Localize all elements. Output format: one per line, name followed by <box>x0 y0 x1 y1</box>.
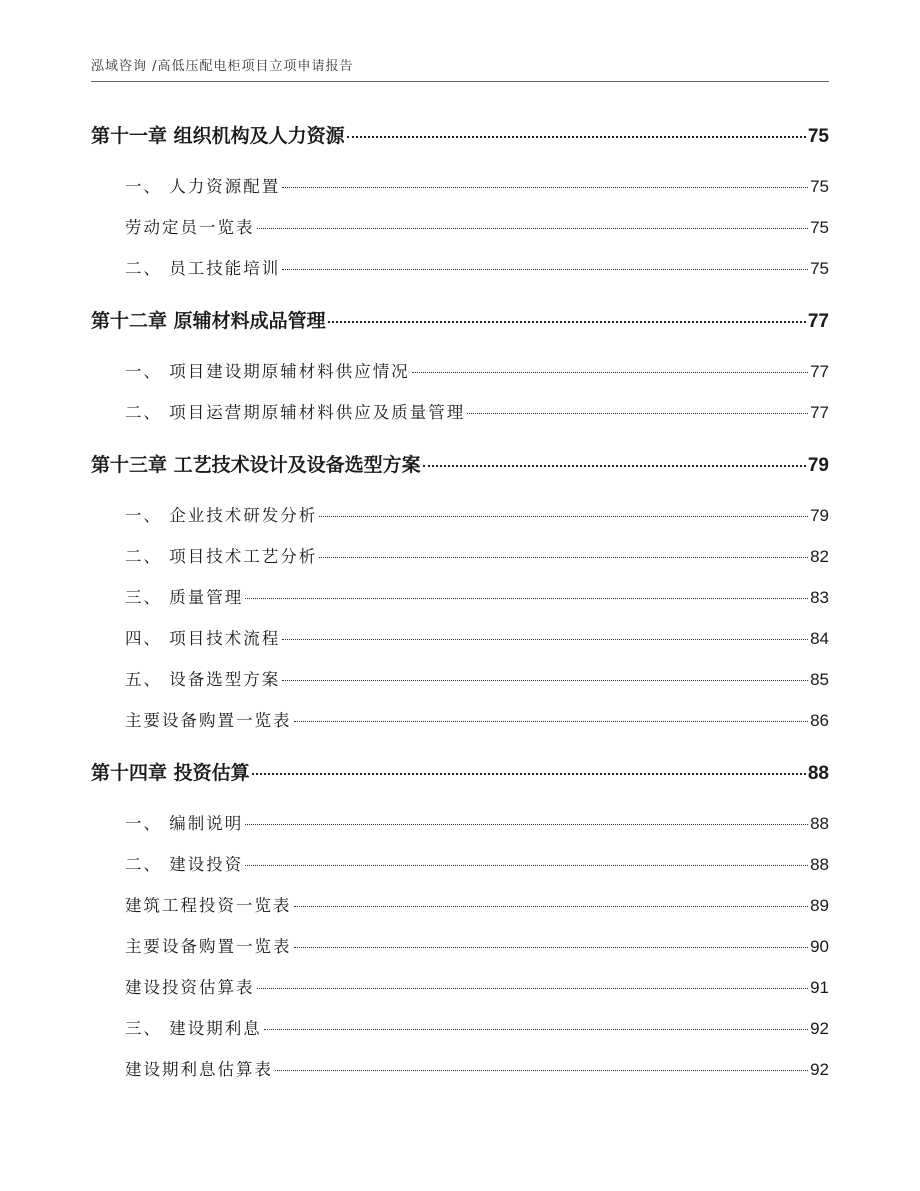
toc-entry-page: 85 <box>810 670 829 689</box>
toc-entry-page: 88 <box>807 763 829 784</box>
toc-section-entry[interactable] <box>125 543 829 573</box>
toc-section-entry[interactable] <box>125 810 829 840</box>
toc-dot-leader <box>282 187 808 188</box>
toc-section-entry[interactable] <box>125 255 829 285</box>
toc-entry-page: 77 <box>810 362 829 381</box>
toc-entry-page: 82 <box>810 547 829 566</box>
toc-entry-page: 75 <box>810 259 829 278</box>
toc-entry-page: 92 <box>810 1019 829 1038</box>
toc-chapter-entry[interactable] <box>91 758 829 788</box>
toc-entry-page: 77 <box>810 403 829 422</box>
toc-entry-title: 三、 质量管理 <box>125 588 244 607</box>
toc-dot-leader <box>282 680 808 681</box>
toc-entry-title: 主要设备购置一览表 <box>125 711 292 730</box>
toc-dot-leader <box>257 228 809 229</box>
toc-entry-title: 主要设备购置一览表 <box>125 937 292 956</box>
toc-entry-title: 建筑工程投资一览表 <box>125 896 292 915</box>
toc-entry-page: 83 <box>810 588 829 607</box>
toc-dot-leader <box>347 136 806 138</box>
toc-dot-leader <box>257 988 809 989</box>
toc-entry-page: 86 <box>810 711 829 730</box>
toc-section-entry[interactable] <box>125 851 829 881</box>
toc-entry-page: 88 <box>810 855 829 874</box>
toc-section-entry[interactable] <box>125 584 829 614</box>
toc-section-entry[interactable] <box>125 1056 829 1086</box>
toc-entry-title: 五、 设备选型方案 <box>125 670 281 689</box>
toc-entry-title: 劳动定员一览表 <box>125 218 255 237</box>
toc-entry-page: 90 <box>810 937 829 956</box>
toc-entry-title: 二、 建设投资 <box>125 855 244 874</box>
toc-dot-leader <box>319 516 808 517</box>
toc-entry-title: 四、 项目技术流程 <box>125 629 281 648</box>
toc-chapter-entry[interactable] <box>91 450 829 480</box>
toc-entry-title: 第十三章 工艺技术设计及设备选型方案 <box>91 454 421 476</box>
toc-entry-title: 一、 编制说明 <box>125 814 244 833</box>
toc-entry-page: 84 <box>810 629 829 648</box>
toc-entry-page: 77 <box>807 311 829 332</box>
toc-entry-title: 一、 项目建设期原辅材料供应情况 <box>125 362 410 381</box>
toc-entry-page: 91 <box>810 978 829 997</box>
toc-section-entry[interactable] <box>125 358 829 388</box>
toc-entry-page: 88 <box>810 814 829 833</box>
toc-dot-leader <box>245 865 808 866</box>
toc-entry-title: 三、 建设期利息 <box>125 1019 262 1038</box>
toc-dot-leader <box>412 372 808 373</box>
toc-section-entry[interactable] <box>125 625 829 655</box>
toc-dot-leader <box>294 721 809 722</box>
toc-entry-page: 75 <box>810 218 829 237</box>
toc-entry-title: 一、 人力资源配置 <box>125 177 281 196</box>
toc-section-entry[interactable] <box>125 173 829 203</box>
toc-entry-title: 建设期利息估算表 <box>125 1060 273 1079</box>
toc-entry-title: 第十四章 投资估算 <box>91 762 250 784</box>
toc-section-entry[interactable] <box>125 214 829 244</box>
toc-entry-page: 75 <box>810 177 829 196</box>
toc-section-entry[interactable] <box>125 707 829 737</box>
toc-entry-title: 二、 员工技能培训 <box>125 259 281 278</box>
toc-entry-title: 第十一章 组织机构及人力资源 <box>91 125 345 147</box>
toc-dot-leader <box>294 947 809 948</box>
toc-entry-page: 75 <box>807 126 829 147</box>
toc-dot-leader <box>245 598 808 599</box>
toc-entry-title: 建设投资估算表 <box>125 978 255 997</box>
toc-dot-leader <box>264 1029 808 1030</box>
toc-chapter-entry[interactable] <box>91 121 829 151</box>
page-header: 泓域咨询 /高低压配电柜项目立项申请报告 <box>91 59 354 74</box>
toc-entry-title: 第十二章 原辅材料成品管理 <box>91 310 326 332</box>
toc-entry-page: 79 <box>807 455 829 476</box>
toc-dot-leader <box>423 465 806 467</box>
toc-dot-leader <box>467 413 808 414</box>
toc-entry-page: 92 <box>810 1060 829 1079</box>
toc-dot-leader <box>328 321 806 323</box>
toc-entry-title: 一、 企业技术研发分析 <box>125 506 318 525</box>
toc-entry-title: 二、 项目运营期原辅材料供应及质量管理 <box>125 403 466 422</box>
toc-entry-page: 89 <box>810 896 829 915</box>
toc-dot-leader <box>252 773 806 775</box>
toc-entry-page: 79 <box>810 506 829 525</box>
toc-dot-leader <box>245 824 808 825</box>
toc-section-entry[interactable] <box>125 666 829 696</box>
toc-section-entry[interactable] <box>125 1015 829 1045</box>
toc-section-entry[interactable] <box>125 502 829 532</box>
toc-dot-leader <box>282 639 808 640</box>
toc-dot-leader <box>282 269 808 270</box>
toc-dot-leader <box>275 1070 808 1071</box>
toc-section-entry[interactable] <box>125 399 829 429</box>
toc-section-entry[interactable] <box>125 974 829 1004</box>
toc-section-entry[interactable] <box>125 892 829 922</box>
toc-section-entry[interactable] <box>125 933 829 963</box>
toc-entry-title: 二、 项目技术工艺分析 <box>125 547 318 566</box>
toc-dot-leader <box>319 557 808 558</box>
toc-chapter-entry[interactable] <box>91 306 829 336</box>
toc-dot-leader <box>294 906 809 907</box>
